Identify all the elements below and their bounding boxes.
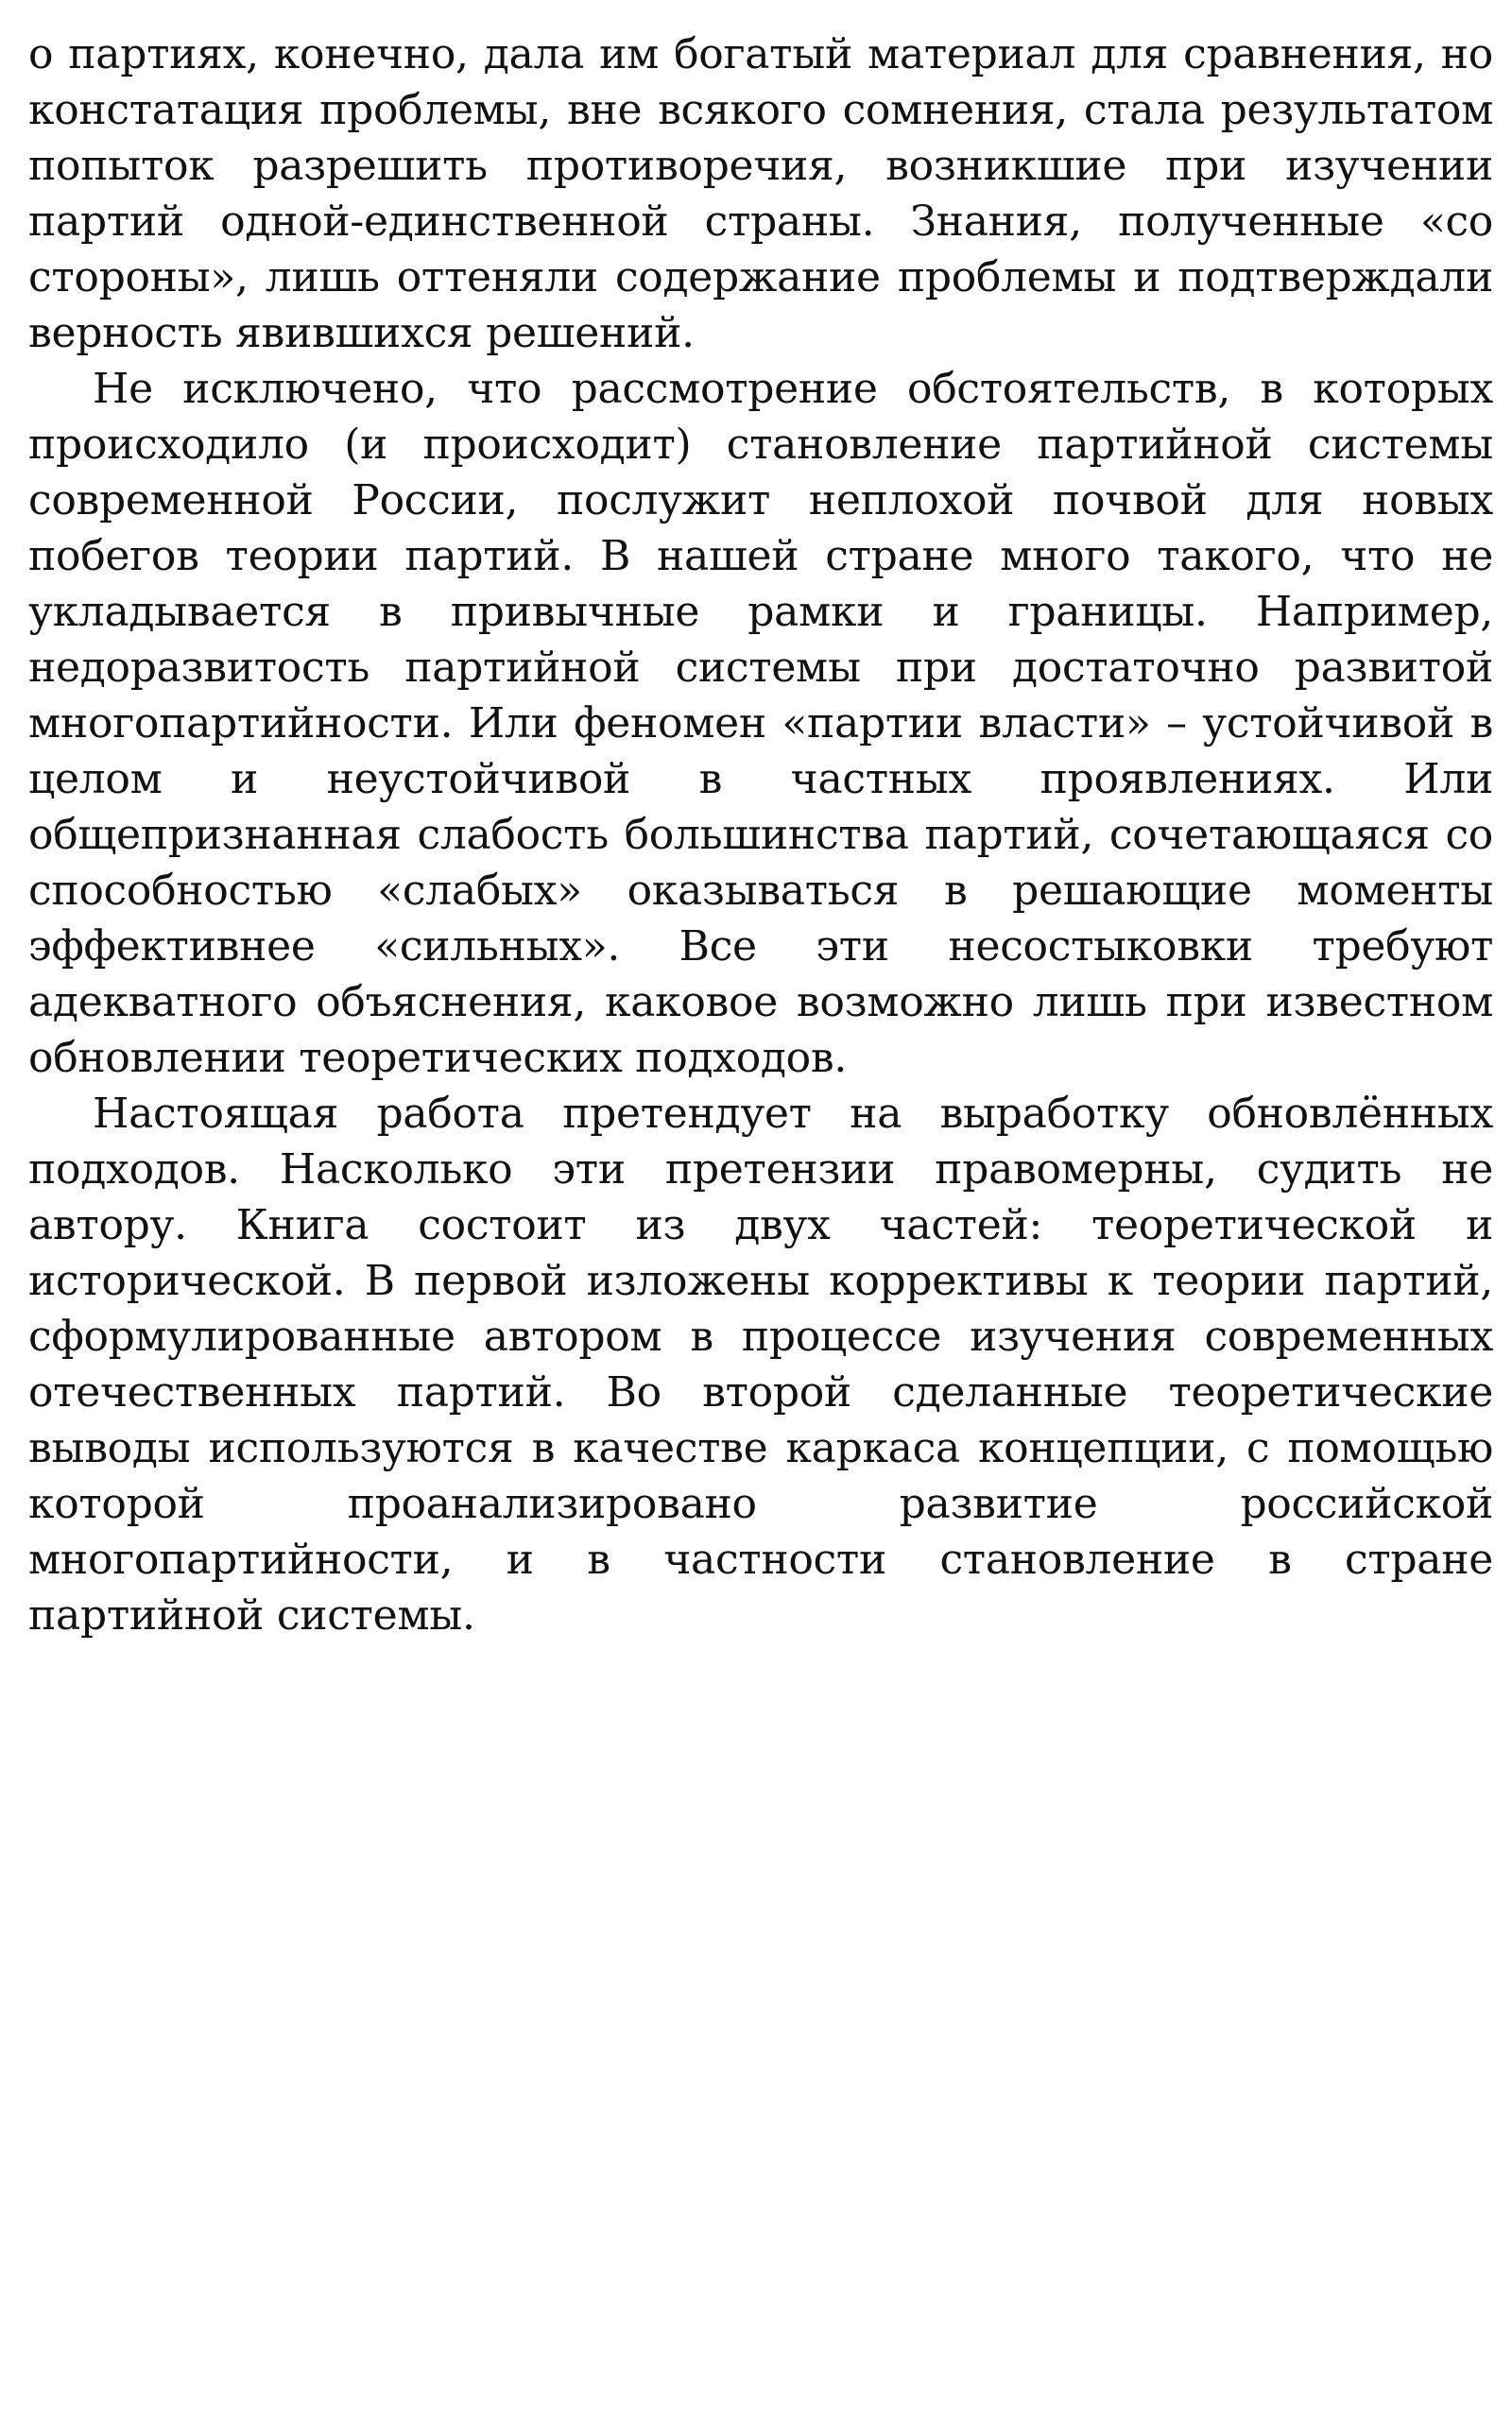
paragraph-book-structure: Настоящая работа претендует на выработку обновлённых подходов. Насколько эти претензии правомерны, судить не автору. Книга состоит из двух частей: теоретической и исторической. В первой изложены коррективы к теории партий, сформулированные автором в процессе изучения современных отечественных партий. Во второй сделанные теоретические выводы используются в качестве каркаса концепции, с помощью которой проанализировано развитие российской многопартийности, и в частности становление в стране партийной системы. — [28, 1090, 1493, 1640]
paragraph-continuation: о партиях, конечно, дала им богатый материал для сравнения, но констатация проблемы, вне всякого сомнения, стала результатом попыток разрешить противоречия, возникшие при изучении партий одной-единственной страны. Знания, полученные «со стороны», лишь оттеняли содержание проблемы и подтверждали верность явившихся решений. — [28, 30, 1493, 357]
document-page — [28, 26, 1493, 1643]
paragraph-russia-party-system: Не исключено, что рассмотрение обстоятельств, в которых происходило (и происходит) становление партийной системы современной России, послужит неплохой почвой для новых побегов теории партий. В нашей стране много такого, что не укладывается в привычные рамки и границы. Например, недоразвитость партийной системы при достаточно развитой многопартийности. Или феномен «партии власти» – устойчивой в целом и неустойчивой в частных проявлениях. Или общепризнанная слабость большинства партий, сочетающаяся со способностью «слабых» оказываться в решающие моменты эффективнее «сильных». Все эти несостыковки требуют адекватного объяснения, каковое возможно лишь при известном обновлении теоретических подходов. — [28, 365, 1493, 1082]
